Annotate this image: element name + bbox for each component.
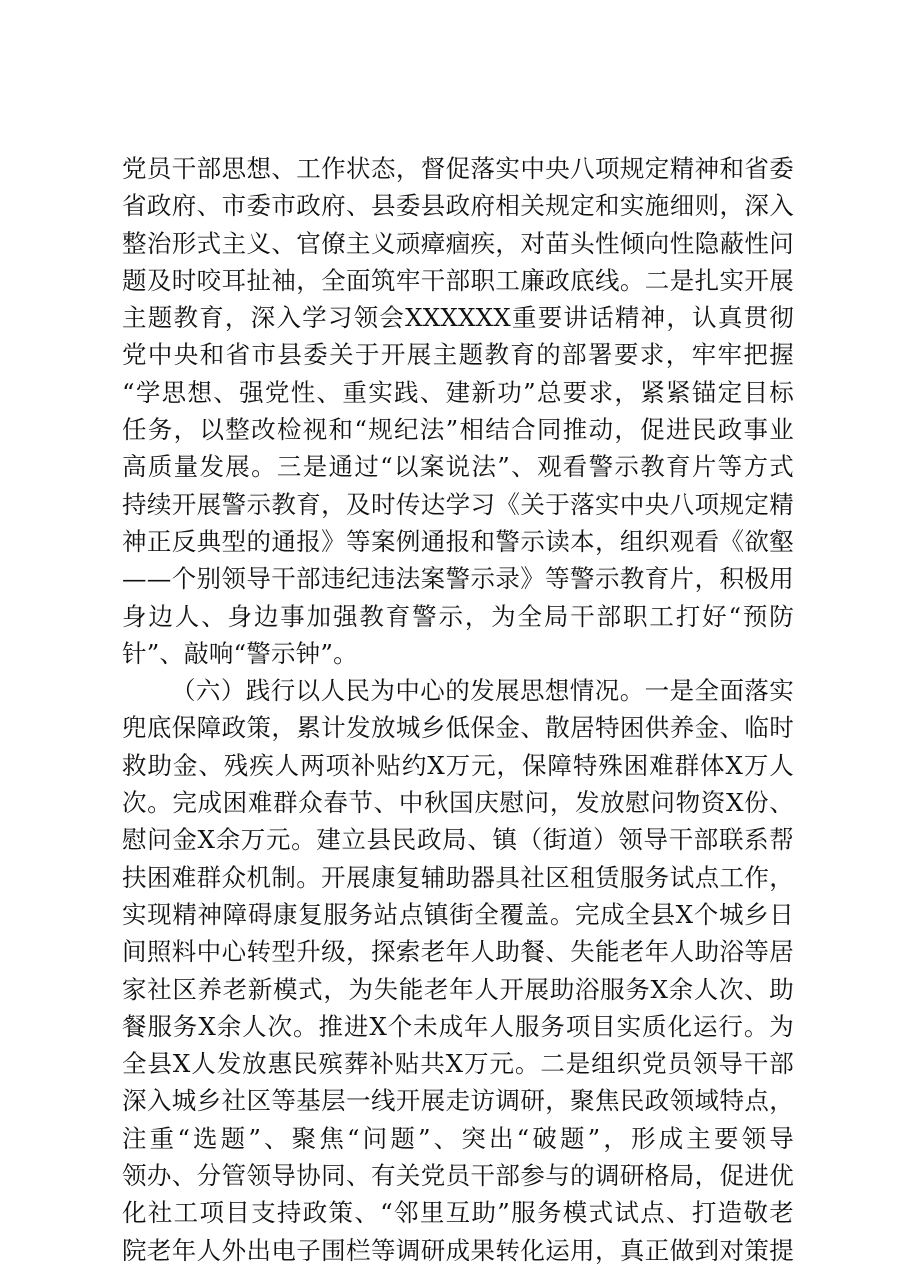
text-line: 身边人、身边事加强教育警示，为全局干部职工打好“预防 <box>122 601 794 631</box>
text-line: 化社工项目支持政策、“邻里互助”服务模式试点、打造敬老 <box>122 1198 794 1228</box>
text-line: 注重“选题”、聚焦“问题”、突出“破题”，形成主要领导 <box>122 1123 794 1153</box>
text-line: 兜底保障政策，累计发放城乡低保金、散居特困供养金、临时 <box>122 713 794 743</box>
text-line: “学思想、强党性、重实践、建新功”总要求，紧紧锚定目标 <box>122 377 794 407</box>
text-line: 慰问金X余万元。建立县民政局、镇（街道）领导干部联系帮 <box>122 825 794 855</box>
text-line: 针”、敲响“警示钟”。 <box>122 638 358 668</box>
text-line: 持续开展警示教育，及时传达学习《关于落实中央八项规定精 <box>122 489 794 519</box>
text-line: 高质量发展。三是通过“以案说法”、观看警示教育片等方式 <box>122 452 794 482</box>
text-line: 扶困难群众机制。开展康复辅助器具社区租赁服务试点工作， <box>122 862 794 892</box>
text-line: 全县X人发放惠民殡葬补贴共X万元。二是组织党员领导干部 <box>122 1049 794 1079</box>
text-line: 实现精神障碍康复服务站点镇街全覆盖。完成全县X个城乡日 <box>122 899 794 929</box>
text-line: 党员干部思想、工作状态，督促落实中央八项规定精神和省委 <box>122 154 794 183</box>
text-line: ——个别领导干部违纪违法案警示录》等警示教育片，积极用 <box>122 564 794 594</box>
text-line: 救助金、残疾人两项补贴约X万元，保障特殊困难群体X万人 <box>122 750 794 780</box>
text-line: 深入城乡社区等基层一线开展走访调研，聚焦民政领域特点， <box>122 1086 794 1116</box>
text-line: 题及时咬耳扯袖，全面筑牢干部职工廉政底线。二是扎实开展 <box>122 265 794 295</box>
text-line: 党中央和省市县委关于开展主题教育的部署要求，牢牢把握 <box>122 340 794 370</box>
section-heading-line: （六）践行以人民为中心的发展思想情况。一是全面落实 <box>171 676 794 706</box>
text-line: 间照料中心转型升级，探索老年人助餐、失能老年人助浴等居 <box>122 937 794 967</box>
text-line: 整治形式主义、官僚主义顽瘴痼疾，对苗头性倾向性隐蔽性问 <box>122 228 794 258</box>
text-line: 院老年人外出电子围栏等调研成果转化运用，真正做到对策提 <box>122 1235 794 1265</box>
text-line: 家社区养老新模式，为失能老年人开展助浴服务X余人次、助 <box>122 974 794 1004</box>
text-line: 餐服务X余人次。推进X个未成年人服务项目实质化运行。为 <box>122 1011 794 1041</box>
text-line: 神正反典型的通报》等案例通报和警示读本，组织观看《欲壑 <box>122 526 794 556</box>
text-line: 次。完成困难群众春节、中秋国庆慰问，发放慰问物资X份、 <box>122 788 794 818</box>
body-text <box>122 150 794 1269</box>
text-line: 省政府、市委市政府、县委县政府相关规定和实施细则，深入 <box>122 191 794 221</box>
text-line: 任务，以整改检视和“规纪法”相结合同推动，促进民政事业 <box>122 415 794 445</box>
text-line: 领办、分管领导协同、有关党员干部参与的调研格局，促进优 <box>122 1161 794 1191</box>
text-line: 主题教育，深入学习领会XXXXXX重要讲话精神，认真贯彻 <box>122 303 794 333</box>
